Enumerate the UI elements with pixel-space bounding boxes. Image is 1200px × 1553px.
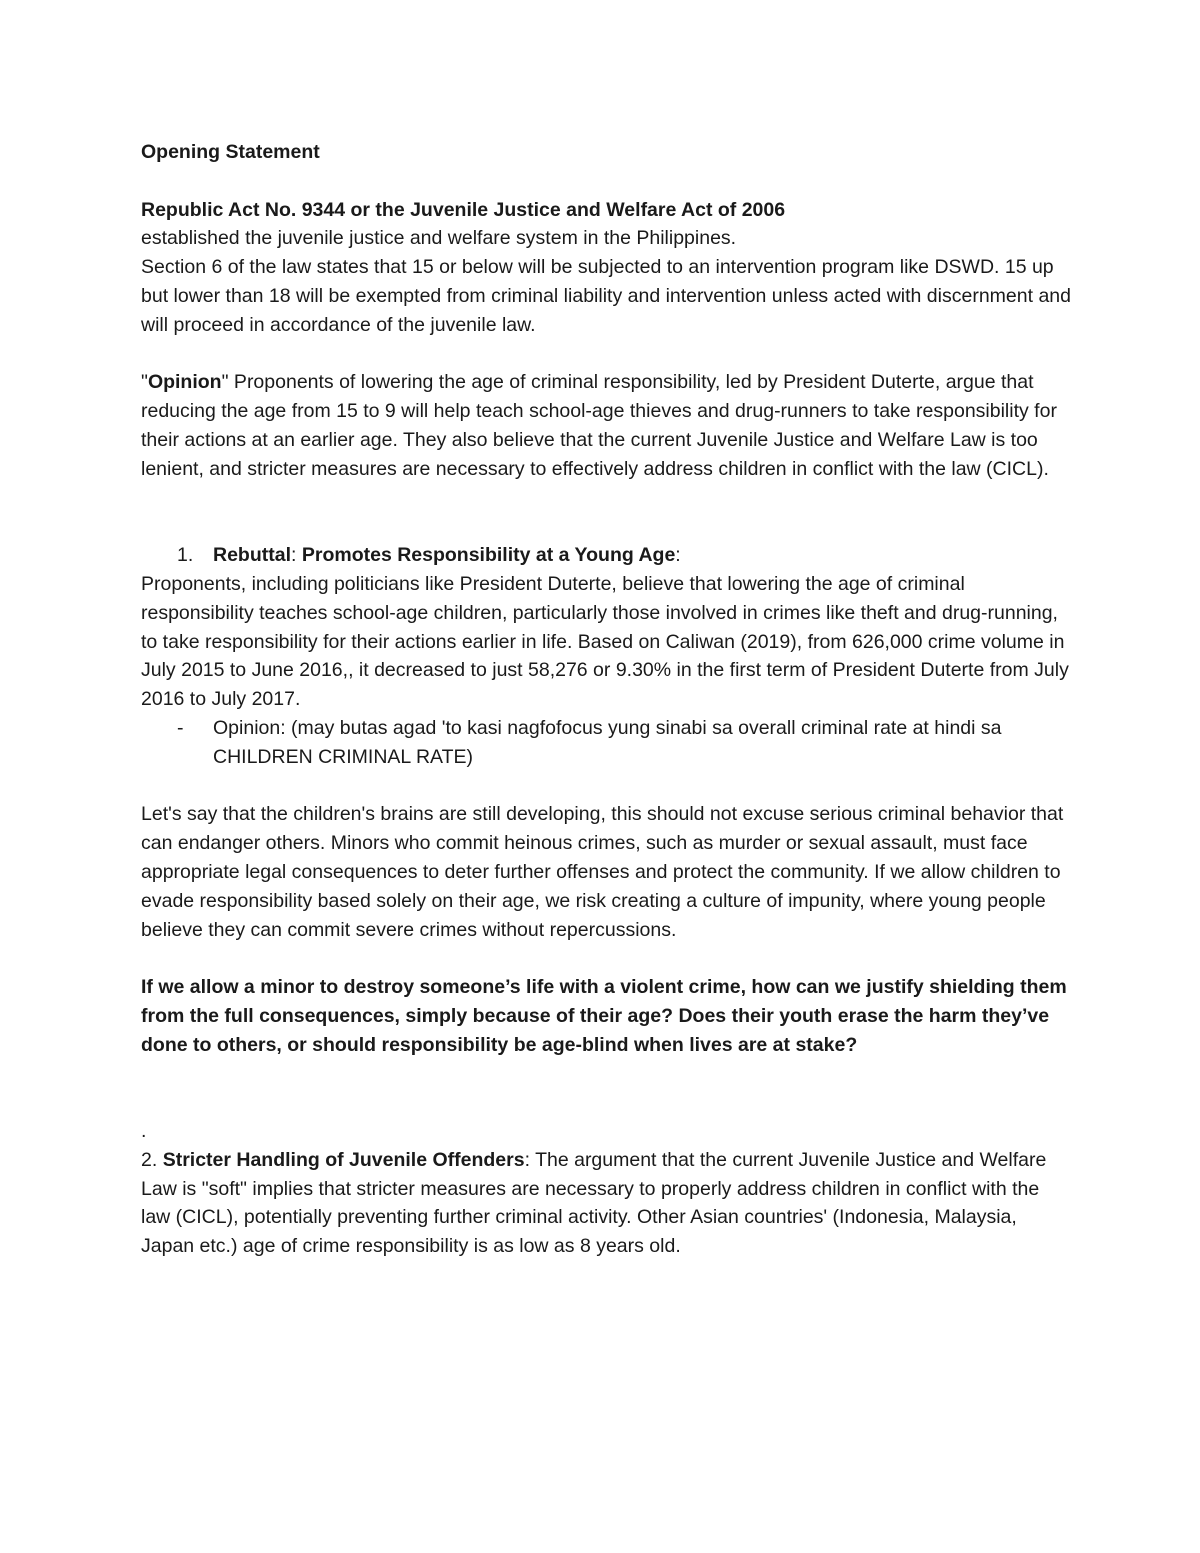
rebuttal-label: Rebuttal — [213, 544, 291, 567]
point-2-title: Stricter Handling of Juvenile Offenders — [162, 1148, 525, 1171]
argument-paragraph: Let's say that the children's brains are still developing, this should not excuse serious criminal behavior that can endanger others. Minors who commit heinous crimes, such as murder or sexual assault, must face appropriate legal consequences to deter further offenses and protect the community. If we allow children to evade responsibility based solely on their age, we risk creating a culture of impunity, where young people believe they can commit severe crimes without repercussions. — [141, 803, 1064, 941]
opinion-paragraph — [141, 368, 1071, 483]
dot-line: . — [141, 1120, 147, 1143]
intro-line-1: established the juvenile justice and welfare system in the Philippines. — [141, 227, 737, 250]
spacer — [141, 340, 1071, 369]
spacer — [141, 944, 1071, 973]
rebuttal-title: Promotes Responsibility at a Young Age — [301, 544, 676, 567]
rhetorical-question: If we allow a minor to destroy someone’s life with a violent crime, how can we justify shielding them from the full consequences, simply because of their age? Does their youth erase the harm they’ve done to others, or should responsibility be age-blind when lives are at stake? — [141, 976, 1067, 1056]
intro-heading: Republic Act No. 9344 or the Juvenile Justice and Welfare Act of 2006 — [141, 198, 786, 221]
spacer — [141, 484, 1071, 542]
list-dash: - — [177, 716, 184, 739]
spacer — [141, 167, 1071, 196]
sub-item-text: Opinion: (may butas agad 'to kasi nagfofocus yung sinabi sa overall criminal rate at hindi sa CHILDREN CRIMINAL RATE) — [213, 716, 1002, 768]
point-2-body: : The argument that the current Juvenile Justice and Welfare Law is "soft" implies that stricter measures are necessary to properly address children in conflict with the law (CICL), potentially preventing further criminal activity. Other Asian countries' (Indonesia, Malaysia, Japan etc.) age of crime responsibility is as low as 8 years old. — [141, 1148, 1047, 1258]
opinion-label: Opinion — [147, 371, 222, 394]
spacer — [141, 772, 1071, 801]
point-2-paragraph — [141, 1146, 1071, 1261]
rebuttal-1-body: Proponents, including politicians like President Duterte, believe that lowering the age of criminal responsibility teaches school-age children, particularly those involved in crimes like theft and drug-running, to take responsibility for their actions earlier in life. Based on Caliwan (2019), from 626,000 crime volume in July 2015 to June 2016,, it decreased to just 58,276 or 9.30% in the first term of President Duterte from July 2016 to July 2017. — [141, 572, 1069, 711]
rebuttal-1-sub-item — [141, 714, 1071, 772]
opinion-text: " Proponents of lowering the age of criminal responsibility, led by President Duterte, argue that reducing the age from 15 to 9 will help teach school-age thieves and drug-runners to take responsibility for their actions at an earlier age. They also believe that the current Juvenile Justice and Welfare Law is too lenient, and stricter measures are necessary to effectively address children in conflict with the law (CICL). — [141, 371, 1057, 480]
point-2-number: 2. — [141, 1148, 163, 1171]
document-title: Opening Statement — [141, 141, 320, 163]
document-page — [141, 138, 1071, 1261]
rebuttal-colon: : — [675, 544, 681, 567]
intro-line-2: Section 6 of the law states that 15 or below will be subjected to an intervention program like DSWD. 15 up but lower than 18 will be exempted from criminal liability and intervention unless acted with discernment and will proceed in accordance of the juvenile law. — [141, 256, 1071, 336]
opinion-open-quote: " — [141, 371, 148, 394]
rebuttal-separator: : — [291, 544, 302, 567]
spacer — [141, 1060, 1071, 1118]
rebuttal-1-heading — [141, 541, 1071, 570]
list-number: 1. — [177, 544, 194, 567]
